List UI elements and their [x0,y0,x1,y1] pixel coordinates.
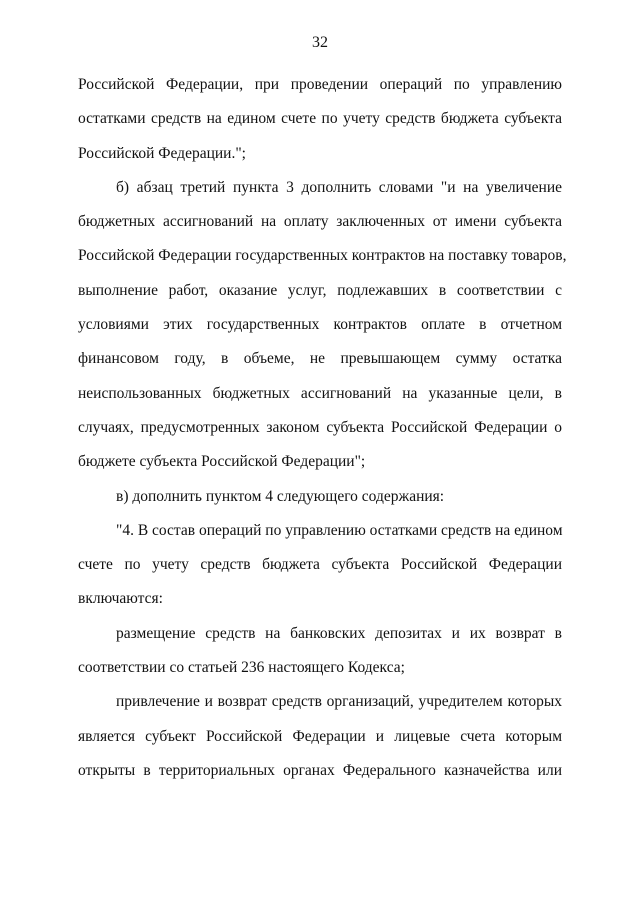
text-line: Российской Федерации, при проведении операций по управлению [78,76,562,93]
text-line: неиспользованных бюджетных ассигнований на указанные цели, в [78,384,562,402]
text-line: финансовом году, в объеме, не превышающем сумму остатка [78,350,562,368]
text-line: условиями этих государственных контрактов оплате в отчетном [78,316,562,334]
text-line: является субъект Российской Федерации и лицевые счета которым [78,727,562,745]
text-line: б) абзац третий пункта 3 дополнить словами "и на увеличение [116,178,562,196]
text-line: счете по учету средств бюджета субъекта Российской Федерации [78,556,562,574]
text-line: открыты в территориальных органах Федерального казначейства или [78,761,562,779]
text-line: выполнение работ, оказание услуг, подлежавших в соответствии с [78,281,562,299]
text-line: включаются: [78,590,163,608]
text-line: бюджете субъекта Российской Федерации"; [78,453,366,471]
text-line: бюджетных ассигнований на оплату заключенных от имени субъекта [78,213,562,231]
page-number: 32 [312,34,328,51]
text-line: размещение средств на банковских депозитах и их возврат в [116,624,562,642]
text-line: "4. В состав операций по управлению остатками средств на едином [116,521,563,539]
text-line: Российской Федерации государственных контрактов на поставку товаров, [78,247,567,265]
text-line: остатками средств на едином счете по учету средств бюджета субъекта [78,110,562,128]
text-line: в) дополнить пунктом 4 следующего содержания: [116,487,445,505]
document-body [78,68,567,788]
text-line: соответствии со статьей 236 настоящего Кодекса; [78,659,405,677]
text-line: привлечение и возврат средств организаций, учредителем которых [116,693,562,711]
text-line: Российской Федерации."; [78,144,246,162]
text-line: случаях, предусмотренных законом субъекта Российской Федерации о [78,418,562,436]
